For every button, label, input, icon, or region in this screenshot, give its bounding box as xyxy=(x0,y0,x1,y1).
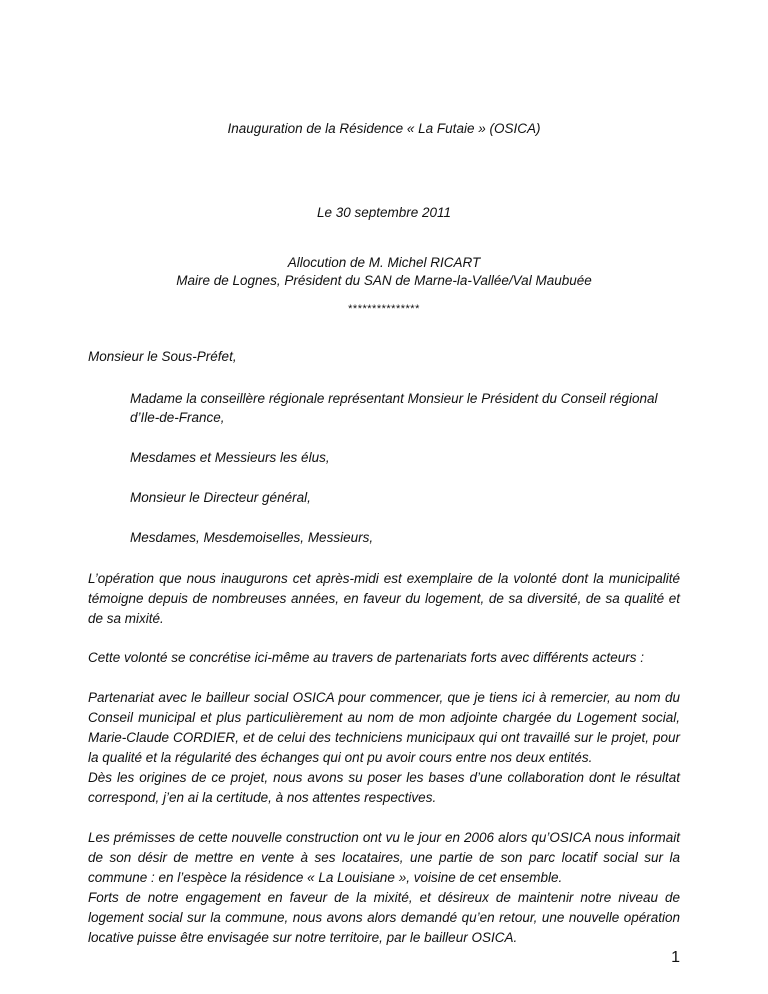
separator: *************** xyxy=(348,303,420,315)
paragraph: Forts de notre engagement en faveur de la mixité, et désireux de maintenir notre niveau de logement social sur la commune, nous avons alors demandé qu’en retour, une nouvelle opération locative puisse être envisagée sur notre territoire, par le bailleur OSICA. xyxy=(88,890,680,945)
salutation-item: Mesdames, Mesdemoiselles, Messieurs, xyxy=(130,530,374,545)
speech-author-role: Maire de Lognes, Président du SAN de Marne-la-Vallée/Val Maubuée xyxy=(176,273,592,288)
salutation-main: Monsieur le Sous-Préfet, xyxy=(88,349,237,364)
salutation-item: Monsieur le Directeur général, xyxy=(130,490,311,505)
document-title: Inauguration de la Résidence « La Futaie » (OSICA) xyxy=(227,121,541,136)
paragraph: Cette volonté se concrétise ici-même au travers de partenariats forts avec différents acteurs : xyxy=(88,650,644,665)
speech-author: Allocution de M. Michel RICART xyxy=(287,255,481,270)
paragraph: Les prémisses de cette nouvelle construction ont vu le jour en 2006 alors qu’OSICA nous informait de son désir de mettre en vente à ses locataires, une partie de son parc locatif social sur la commune : en l’espèce la résidence « La Louisiane », voisine de cet ensemble. xyxy=(88,830,680,885)
paragraph: L’opération que nous inaugurons cet après-midi est exemplaire de la volonté dont la municipalité témoigne depuis de nombreuses années, en faveur du logement, de sa diversité, de sa qualité et de sa mixité. xyxy=(88,571,680,626)
document-date: Le 30 septembre 2011 xyxy=(316,205,452,220)
salutation-item: Madame la conseillère régionale représentant Monsieur le Président du Conseil régional d’Ile-de-France, xyxy=(130,391,658,425)
paragraph: Partenariat avec le bailleur social OSICA pour commencer, que je tiens ici à remercier, au nom du Conseil municipal et plus particulièrement au nom de mon adjointe chargée du Logement social, Marie-Claude CORDIER, et de celui des techniciens municipaux qui ont travaillé sur le projet, pour la qualité et la régularité des échanges qui ont pu avoir cours entre nos deux entités. xyxy=(88,690,680,765)
paragraph: Dès les origines de ce projet, nous avons su poser les bases d’une collaboration dont le résultat correspond, j’en ai la certitude, à nos attentes respectives. xyxy=(88,770,680,805)
salutation-item: Mesdames et Messieurs les élus, xyxy=(130,450,330,465)
page-number: 1 xyxy=(671,949,680,966)
